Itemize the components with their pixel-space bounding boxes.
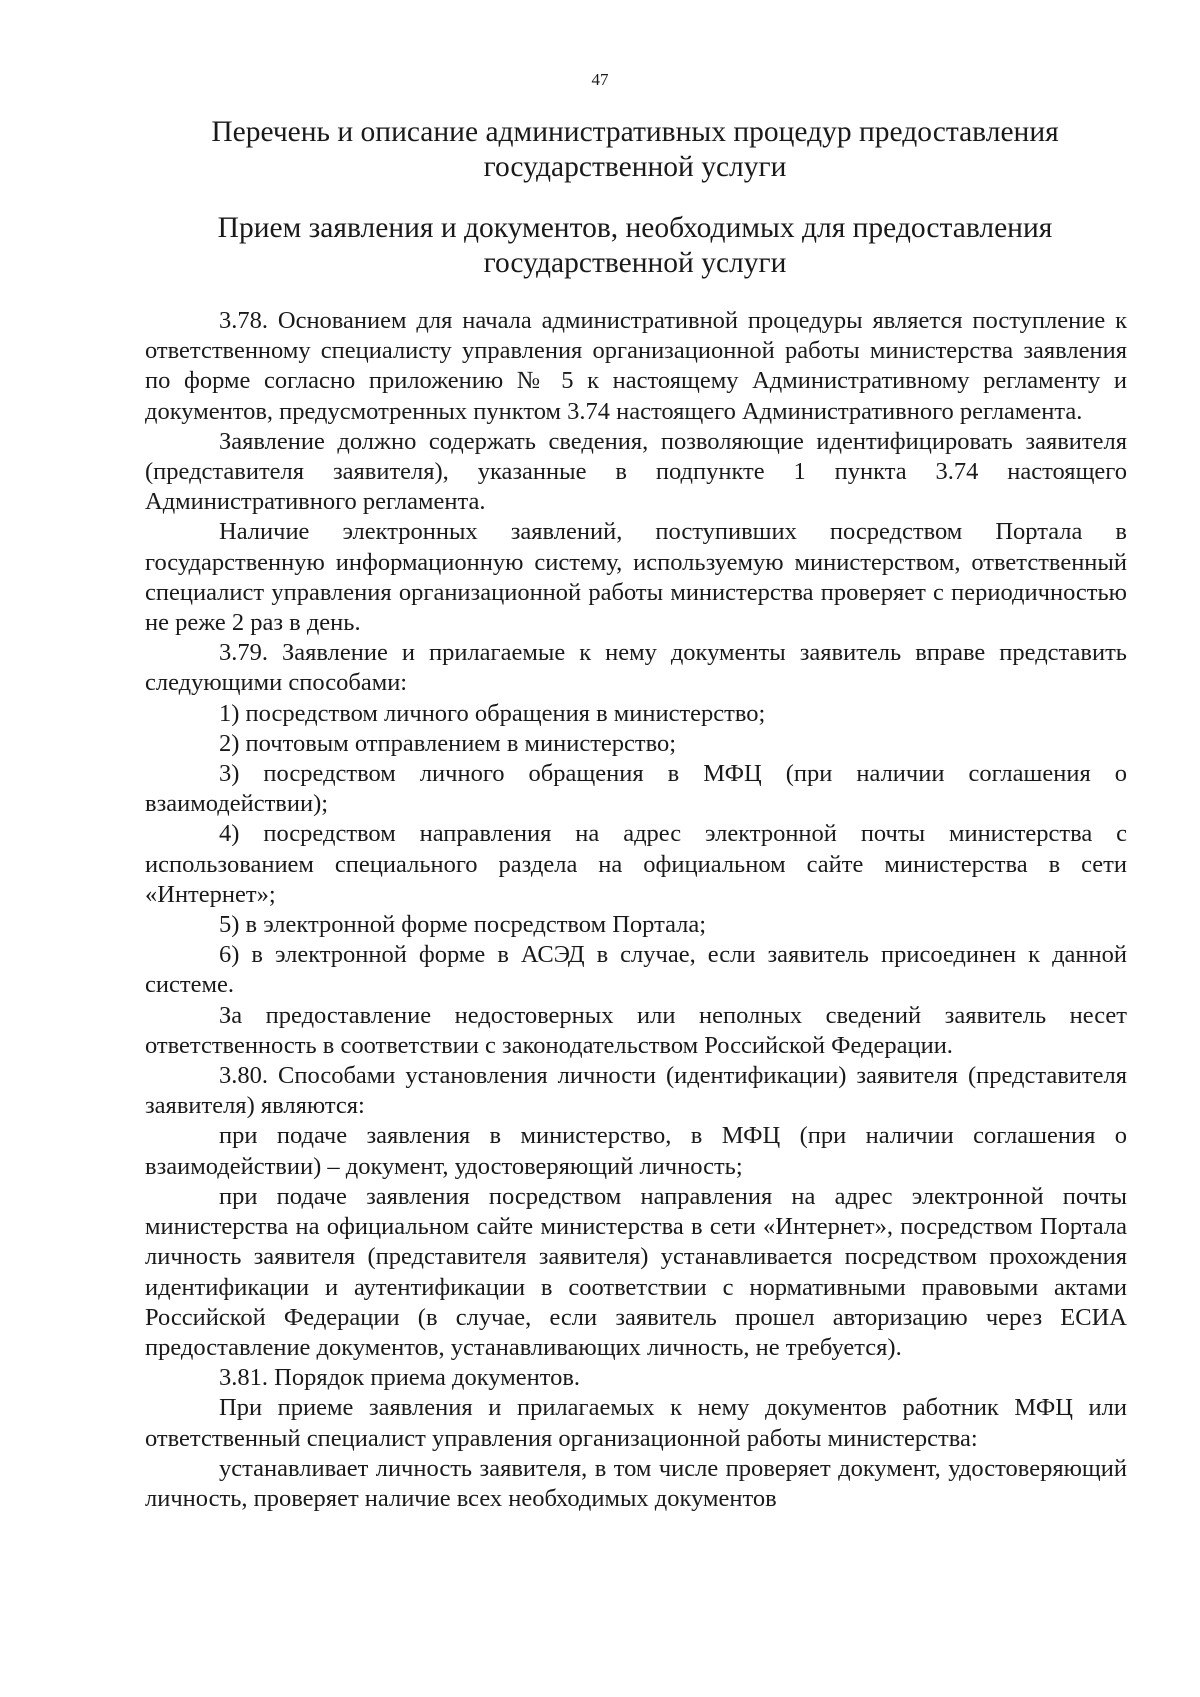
paragraph: Заявление должно содержать сведения, позволяющие идентифицировать заявителя (представителя заявителя), указанные в подпункте 1 пункта 3.74 настоящего Административного регламента. — [145, 427, 1127, 516]
paragraph: 3.78. Основанием для начала административной процедуры является поступление к ответственному специалисту управления организационной работы министерства заявления по форме согласно приложению № 5 к настоящему Административному регламенту и документов, предусмотренных пунктом 3.74 настоящего Административного регламента. — [145, 307, 1127, 425]
paragraph: 3.81. Порядок приема документов. — [219, 1364, 581, 1392]
paragraph: За предоставление недостоверных или неполных сведений заявитель несет ответственность в соответствии с законодательством Российской Федерации. — [145, 1001, 1127, 1059]
list-item: 1) посредством личного обращения в министерство; — [219, 699, 766, 727]
list-item: 5) в электронной форме посредством Портала; — [219, 911, 707, 939]
paragraph: Наличие электронных заявлений, поступивших посредством Портала в государственную информационную систему, используемую министерством, ответственный специалист управления организационной работы министерства проверяет с периодичностью не реже 2 раз в день. — [145, 518, 1127, 637]
page-number: 47 — [591, 70, 609, 89]
paragraph: устанавливает личность заявителя, в том числе проверяет документ, удостоверяющий личность, проверяет наличие всех необходимых документов — [145, 1454, 1127, 1512]
paragraph: При приеме заявления и прилагаемых к нему документов работник МФЦ или ответственный специалист управления организационной работы министерства: — [145, 1394, 1127, 1452]
list-item: 3) посредством личного обращения в МФЦ (при наличии соглашения о взаимодействии); — [145, 760, 1127, 818]
paragraph: 3.80. Способами установления личности (идентификации) заявителя (представителя заявителя) являются: — [145, 1062, 1127, 1120]
paragraph: при подаче заявления в министерство, в МФЦ (при наличии соглашения о взаимодействии) – документ, удостоверяющий личность; — [145, 1122, 1127, 1180]
paragraph: 3.79. Заявление и прилагаемые к нему документы заявитель вправе представить следующими способами: — [145, 639, 1127, 697]
paragraph: при подаче заявления посредством направления на адрес электронной почты министерства на официальном сайте министерства в сети «Интернет», посредством Портала личность заявителя (представителя заявителя) устанавливается посредством прохождения идентификации и аутентификации в соответствии с нормативными правовыми актами Российской Федерации (в случае, если заявитель прошел авторизацию через ЕСИА предоставление документов, устанавливающих личность, не требуется). — [145, 1182, 1127, 1361]
document-body — [145, 306, 1127, 1514]
section-heading: Перечень и описание административных процедур предоставления государственной услуги — [211, 116, 1059, 183]
subsection-heading: Прием заявления и документов, необходимых для предоставления государственной услуги — [217, 212, 1053, 279]
list-item: 2) почтовым отправлением в министерство; — [219, 729, 677, 757]
list-item: 6) в электронной форме в АСЭД в случае, если заявитель присоединен к данной системе. — [145, 941, 1127, 999]
list-item: 4) посредством направления на адрес электронной почты министерства с использованием специального раздела на официальном сайте министерства в сети «Интернет»; — [145, 820, 1127, 908]
